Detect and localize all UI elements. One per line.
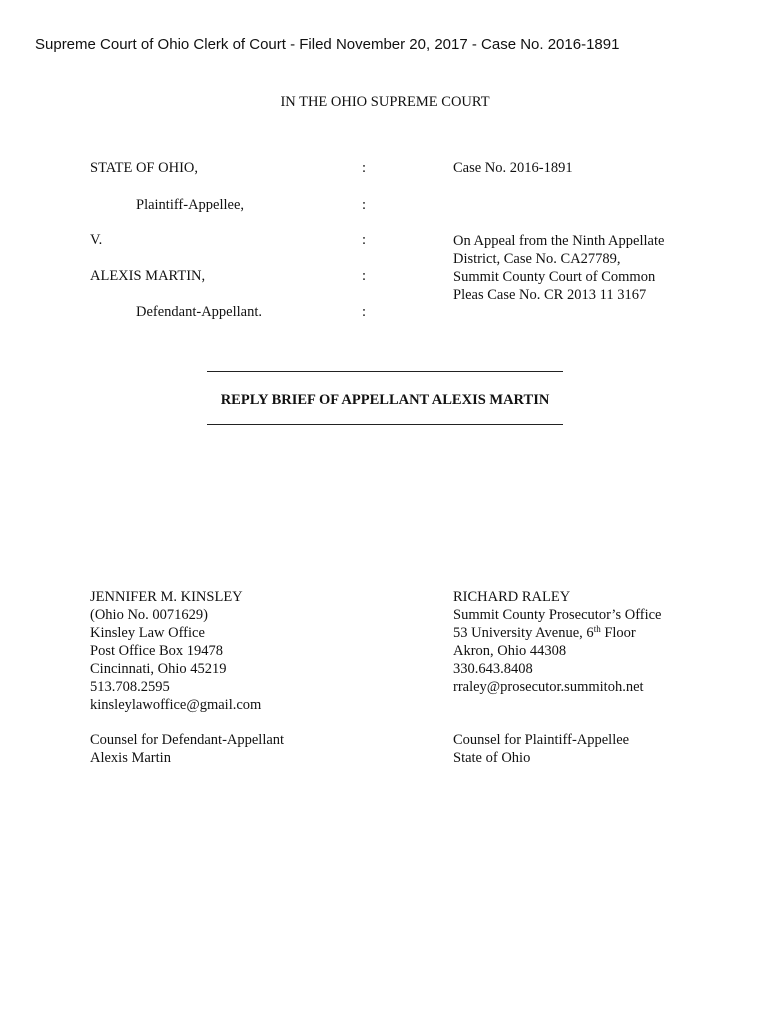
address-ordinal: th [593,624,601,634]
counsel-name: JENNIFER M. KINSLEY [90,589,243,605]
title-rule-top [207,371,563,372]
counsel-email: kinsleylawoffice@gmail.com [90,697,262,713]
appeal-line: Pleas Case No. CR 2013 11 3167 [453,287,647,303]
defendant-name: ALEXIS MARTIN, [90,268,206,284]
appeal-line: District, Case No. CA27789, [453,251,621,267]
counsel-phone: 513.708.2595 [90,679,170,695]
court-name: IN THE OHIO SUPREME COURT [280,94,490,110]
document-title: REPLY BRIEF OF APPELLANT ALEXIS MARTIN [220,392,550,408]
counsel-office: Kinsley Law Office [90,625,205,641]
counsel-client: State of Ohio [453,750,531,766]
counsel-name: RICHARD RALEY [453,589,571,605]
counsel-role: Counsel for Defendant-Appellant [90,732,285,748]
counsel-role: Counsel for Plaintiff-Appellee [453,732,630,748]
caption-separator: : [362,160,367,176]
appeal-line: Summit County Court of Common [453,269,656,285]
plaintiff-role: Plaintiff-Appellee, [136,197,245,213]
address-main: 53 University Avenue, 6 [453,625,594,641]
appeal-line: On Appeal from the Ninth Appellate [453,233,665,249]
versus: V. [90,232,103,248]
plaintiff-name: STATE OF OHIO, [90,160,198,176]
caption-separator: : [362,197,367,213]
caption-separator: : [362,232,367,248]
title-rule-bottom [207,424,563,425]
defendant-role: Defendant-Appellant. [136,304,263,320]
filing-header: Supreme Court of Ohio Clerk of Court - Filed November 20, 2017 - Case No. 2016-1891 [35,36,620,53]
counsel-right-role [453,731,629,767]
caption-separator: : [362,304,367,320]
appeal-info [453,232,664,304]
counsel-address [453,624,662,642]
counsel-bar-number: (Ohio No. 0071629) [90,607,209,623]
counsel-city: Cincinnati, Ohio 45219 [90,661,227,677]
counsel-left-contact [90,588,261,714]
counsel-email: rraley@prosecutor.summitoh.net [453,679,644,695]
counsel-city: Akron, Ohio 44308 [453,643,567,659]
counsel-phone: 330.643.8408 [453,661,533,677]
case-number: Case No. 2016-1891 [453,160,573,176]
counsel-office: Summit County Prosecutor’s Office [453,607,662,623]
counsel-left-role [90,731,284,767]
address-floor: Floor [600,625,636,641]
counsel-right-contact [453,588,662,696]
caption-separator: : [362,268,367,284]
counsel-address: Post Office Box 19478 [90,643,224,659]
counsel-client: Alexis Martin [90,750,171,766]
